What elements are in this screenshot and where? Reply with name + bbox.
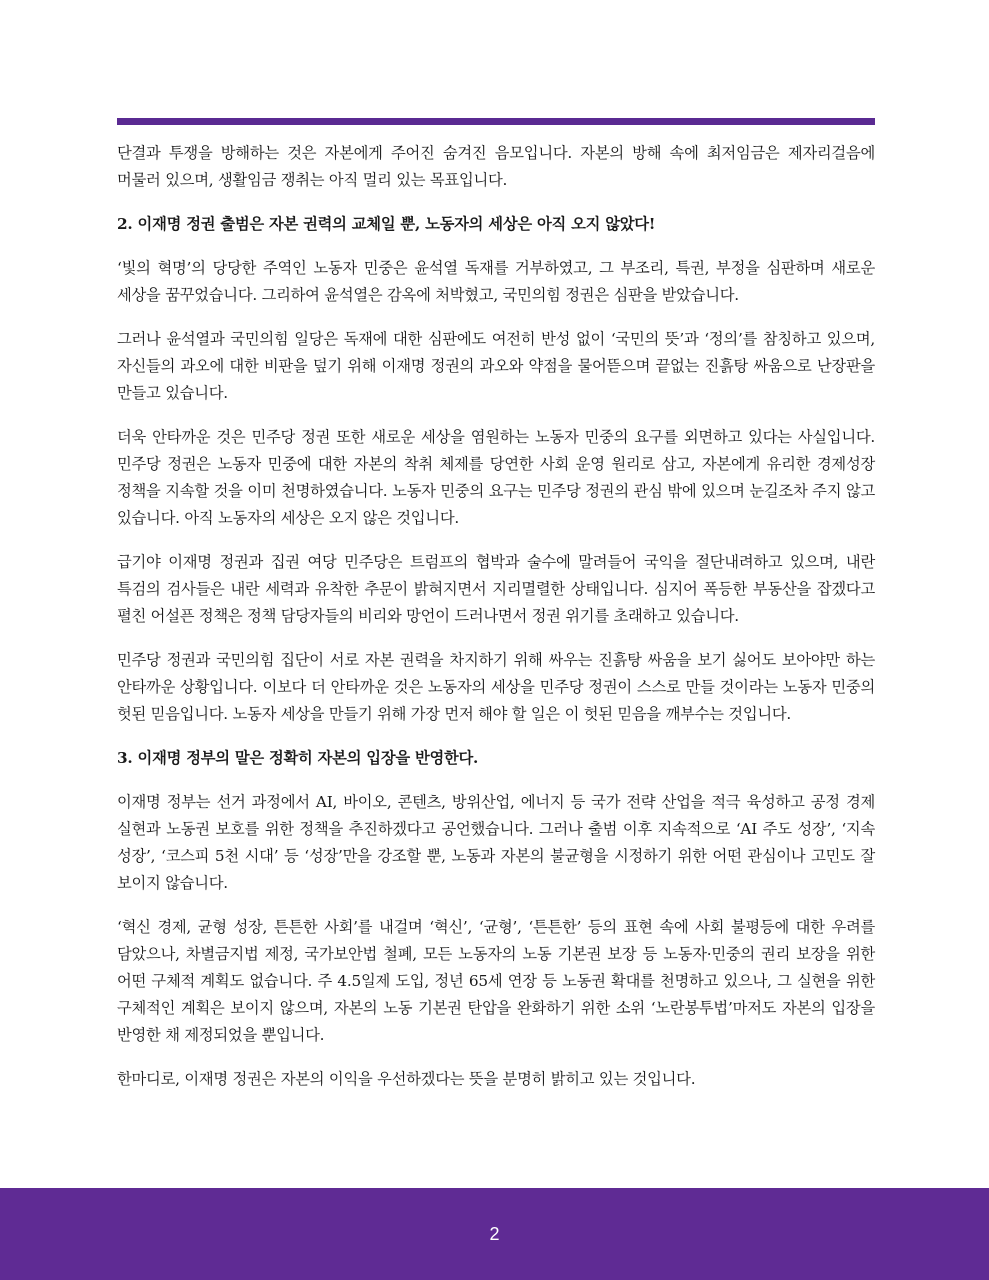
paragraph-2: ‘빛의 혁명’의 당당한 주역인 노동자 민중은 윤석열 독재를 거부하였고, 그 부조리, 특권, 부정을 심판하며 새로운 세상을 꿈꾸었습니다. 그리하여 윤석열은 감옥에 처박혔고, 국민의힘 정권은 심판을 받았습니다.: [117, 259, 875, 304]
paragraph-4: 더욱 안타까운 것은 민주당 정권 또한 새로운 세상을 염원하는 노동자 민중의 요구를 외면하고 있다는 사실입니다. 민주당 정권은 노동자 민중에 대한 자본의 착취 체제를 당연한 사회 운영 원리로 삼고, 자본에게 유리한 경제성장 정책을 지속할 것을 이미 천명하였습니다. 노동자 민중의 요구는 민주당 정권의 관심 밖에 있으며 눈길조차 주지 않고 있습니다. 아직 노동자의 세상은 오지 않은 것입니다.: [117, 428, 875, 527]
paragraph-1: 단결과 투쟁을 방해하는 것은 자본에게 주어진 숨겨진 음모입니다. 자본의 방해 속에 최저임금은 제자리걸음에 머물러 있으며, 생활임금 쟁취는 아직 멀리 있는 목표입니다.: [117, 144, 875, 189]
page-number: 2: [489, 1223, 500, 1244]
paragraph-9: 한마디로, 이재명 정권은 자본의 이익을 우선하겠다는 뜻을 분명히 밝히고 있는 것입니다.: [117, 1070, 696, 1088]
document-body: [117, 140, 875, 1110]
section-heading-2: 2. 이재명 정권 출범은 자본 권력의 교체일 뿐, 노동자의 세상은 아직 오지 않았다!: [117, 215, 656, 233]
paragraph-3: 그러나 윤석열과 국민의힘 일당은 독재에 대한 심판에도 여전히 반성 없이 ‘국민의 뜻’과 ‘정의’를 참칭하고 있으며, 자신들의 과오에 대한 비판을 덮기 위해 이재명 정권의 과오와 약점을 물어뜯으며 끝없는 진흙탕 싸움으로 난장판을 만들고 있습니다.: [117, 330, 875, 402]
section-heading-3: 3. 이재명 정부의 말은 정확히 자본의 입장을 반영한다.: [117, 749, 479, 767]
header-divider: [117, 118, 875, 125]
footer-bar: [0, 1188, 989, 1280]
paragraph-5: 급기야 이재명 정권과 집권 여당 민주당은 트럼프의 협박과 술수에 말려들어 국익을 절단내려하고 있으며, 내란 특검의 검사들은 내란 세력과 유착한 추문이 밝혀지면서 지리멸렬한 상태입니다. 심지어 폭등한 부동산을 잡겠다고 펼친 어설픈 정책은 정책 담당자들의 비리와 망언이 드러나면서 정권 위기를 초래하고 있습니다.: [117, 553, 875, 625]
paragraph-7: 이재명 정부는 선거 과정에서 AI, 바이오, 콘텐츠, 방위산업, 에너지 등 국가 전략 산업을 적극 육성하고 공정 경제 실현과 노동권 보호를 위한 정책을 추진하겠다고 공언했습니다. 그러나 출범 이후 지속적으로 ‘AI 주도 성장’, ‘지속 성장’, ‘코스피 5천 시대’ 등 ‘성장’만을 강조할 뿐, 노동과 자본의 불균형을 시정하기 위한 어떤 관심이나 고민도 잘 보이지 않습니다.: [117, 793, 875, 892]
paragraph-6: 민주당 정권과 국민의힘 집단이 서로 자본 권력을 차지하기 위해 싸우는 진흙탕 싸움을 보기 싫어도 보아야만 하는 안타까운 상황입니다. 이보다 더 안타까운 것은 노동자의 세상을 민주당 정권이 스스로 만들 것이라는 노동자 민중의 헛된 믿음입니다. 노동자 세상을 만들기 위해 가장 먼저 해야 할 일은 이 헛된 믿음을 깨부수는 것입니다.: [117, 651, 875, 723]
paragraph-8: ‘혁신 경제, 균형 성장, 튼튼한 사회’를 내걸며 ‘혁신’, ‘균형’, ‘튼튼한’ 등의 표현 속에 사회 불평등에 대한 우려를 담았으나, 차별금지법 제정, 국가보안법 철폐, 모든 노동자의 노동 기본권 보장 등 노동자·민중의 권리 보장을 위한 어떤 구체적 계획도 없습니다. 주 4.5일제 도입, 정년 65세 연장 등 노동권 확대를 천명하고 있으나, 그 실현을 위한 구체적인 계획은 보이지 않으며, 자본의 노동 기본권 탄압을 완화하기 위한 소위 ‘노란봉투법’마저도 자본의 입장을 반영한 채 제정되었을 뿐입니다.: [117, 918, 875, 1044]
